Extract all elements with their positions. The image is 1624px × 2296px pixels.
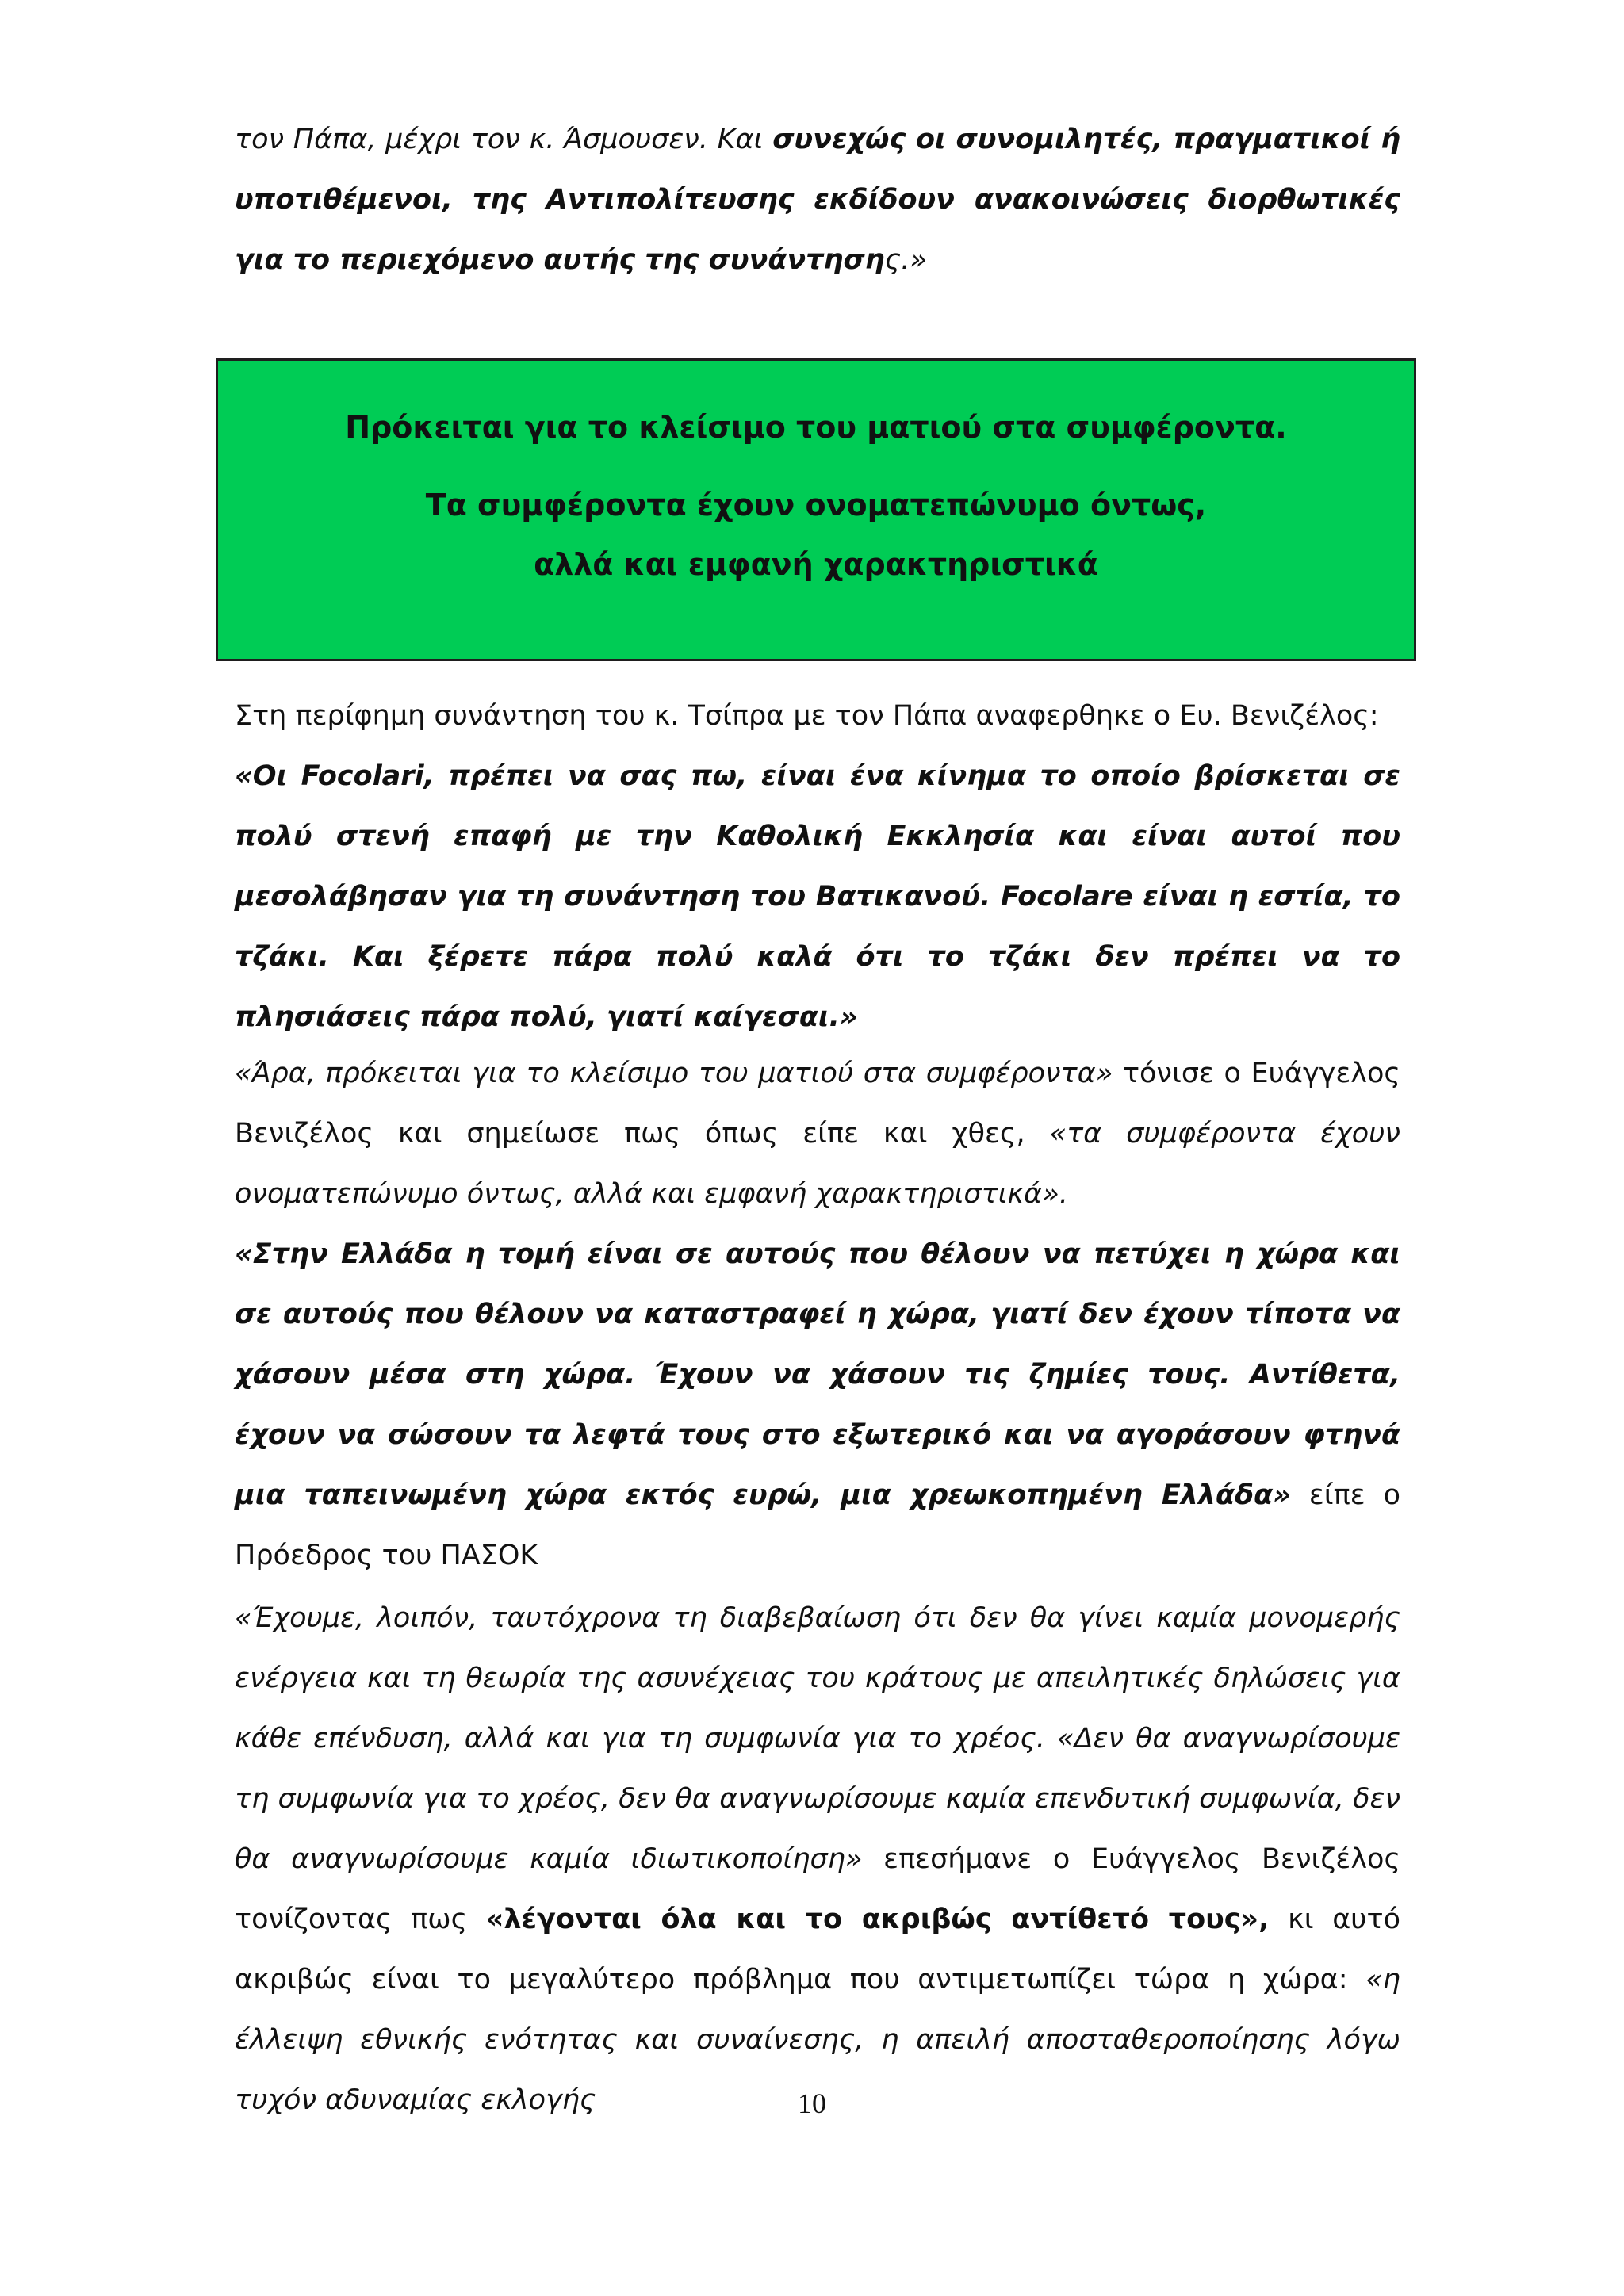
quote-italic: «τα συμφέροντα έχουν ονοματεπώνυμο όντως, αλλά και εμφανή χαρακτηριστικά». — [235, 1118, 1400, 1210]
paragraph-continuation — [235, 109, 1400, 290]
callout-line: αλλά και εμφανή χαρακτηριστικά — [534, 547, 1098, 582]
quote-bold: «λέγονται όλα και το ακριβώς αντίθετό τους», — [485, 1904, 1270, 1935]
text-regular: κι αυτό ακριβώς είναι το μεγαλύτερο πρόβλημα που αντιμετωπίζει τώρα η χώρα: — [235, 1904, 1401, 1996]
paragraph-discontinuity — [235, 1588, 1400, 2130]
text-regular: τόνισε ο Ευάγγελος Βενιζέλος και σημείωσε πως όπως είπε και χθες, — [235, 1058, 1400, 1150]
quote-bold-italic: «Οι Focolari, πρέπει να σας πω, είναι ένα κίνημα το οποίο βρίσκεται σε πολύ στενή επαφή με την Καθολική Εκκλησία και είναι αυτοί που μεσολάβησαν για τη συνάντηση του Βατικανού. Focolare είναι η εστία, το τζάκι. Και ξέρετε πάρα πολύ καλά ότι το τζάκι δεν πρέπει να το πλησιάσεις πάρα πολύ, γιατί καίγεσαι.» — [235, 760, 1400, 1033]
paragraph-interests — [235, 1043, 1400, 1586]
quote-italic: «Άρα, πρόκειται για το κλείσιμο του ματιού στα συμφέροντα» — [235, 1058, 1113, 1089]
callout-line: Τα συμφέροντα έχουν ονοματεπώνυμο όντως, — [425, 488, 1207, 522]
callout-line: Πρόκειται για το κλείσιμο του ματιού στα συμφέροντα. — [345, 410, 1287, 445]
page-number: 10 — [798, 2087, 826, 2119]
text-italic: ς.» — [884, 244, 927, 276]
quote-italic: «Έχουμε, λοιπόν, ταυτόχρονα τη διαβεβαίωση ότι δεν θα γίνει καμία μονομερής ενέργεια και τη θεωρία της ασυνέχειας του κράτους με απειλητικές δηλώσεις για κάθε επένδυση, αλλά και για τη συμφωνία για το χρέος. «Δεν θα αναγνωρίσουμε τη συμφωνία για το χρέος, δεν θα αναγνωρίσουμε καμία επενδυτική συμφωνία, δεν θα αναγνωρίσουμε καμία ιδιωτικοποίηση» — [235, 1602, 1400, 1875]
text-italic: τον Πάπα, μέχρι τον κ. Άσμουσεν. Και — [235, 124, 773, 155]
highlight-callout-box — [216, 358, 1416, 661]
text-regular: Στη περίφημη συνάντηση του κ. Τσίπρα με τον Πάπα αναφερθηκε ο Ευ. Βενιζέλος: — [235, 700, 1379, 732]
text-bold-italic: συνεχώς οι συνομιλητές, πραγματικοί ή υποτιθέμενοι, της Αντιπολίτευσης εκδίδουν ανακοινώσεις διορθωτικές για το περιεχόμενο αυτής της συνάντηση — [235, 124, 1400, 276]
quote-italic: «η έλλειψη εθνικής ενότητας και συναίνεσης, η απειλή αποσταθεροποίησης λόγω τυχόν αδυναμίας εκλογής — [235, 1964, 1400, 2116]
text-regular: είπε ο Πρόεδρος του ΠΑΣΟΚ — [235, 1479, 1400, 1571]
paragraph-focolari — [235, 686, 1400, 1047]
text-regular: επεσήμανε ο Ευάγγελος Βενιζέλος τονίζοντας πως — [235, 1843, 1400, 1935]
quote-bold-italic: «Στην Ελλάδα η τομή είναι σε αυτούς που θέλουν να πετύχει η χώρα και σε αυτούς που θέλουν να καταστραφεί η χώρα, γιατί δεν έχουν τίποτα να χάσουν μέσα στη χώρα. Έχουν να χάσουν τις ζημίες τους. Αντίθετα, έχουν να σώσουν τα λεφτά τους στο εξωτερικό και να αγοράσουν φτηνά μια ταπεινωμένη χώρα εκτός ευρώ, μια χρεωκοπημένη Ελλάδα» — [235, 1238, 1400, 1511]
